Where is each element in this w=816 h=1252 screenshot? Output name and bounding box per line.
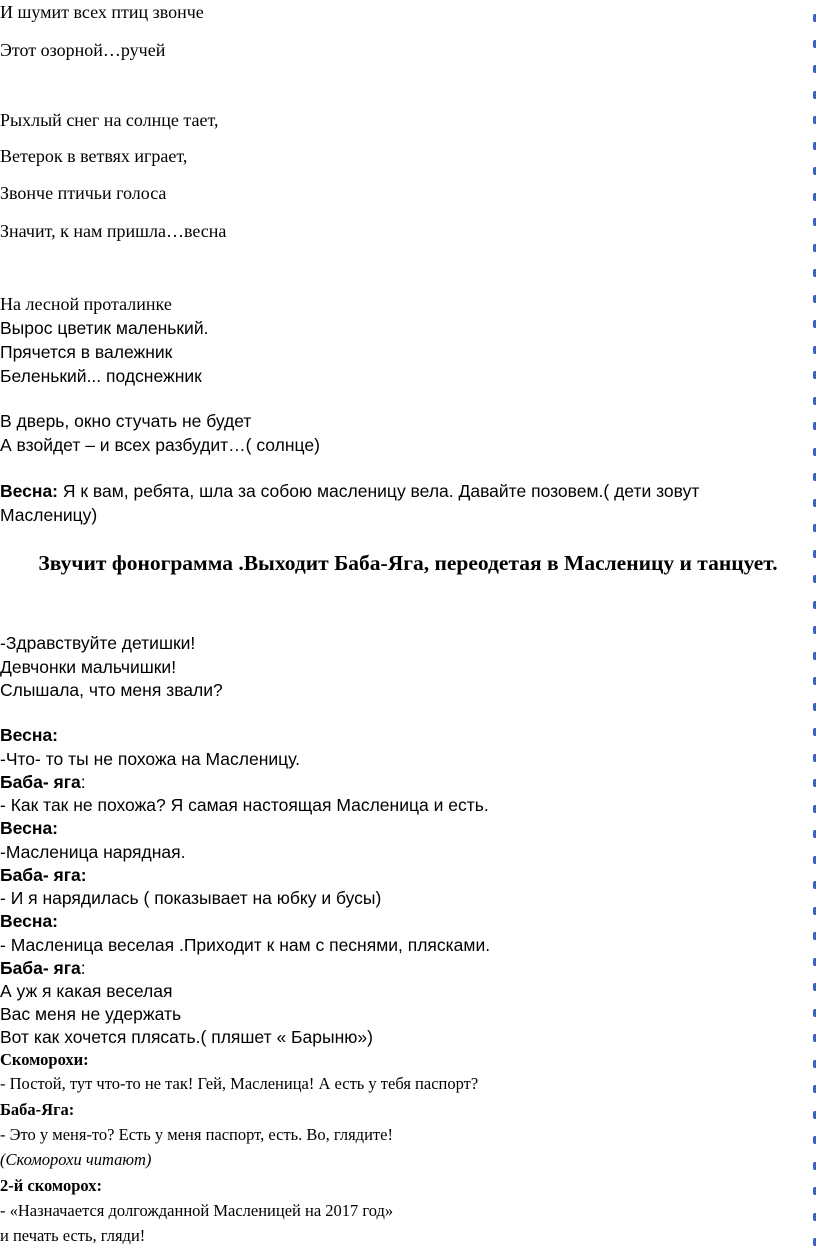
speaker-label (0, 1176, 102, 1196)
greeting-line: -Здравствуйте детишки! (0, 633, 196, 653)
speaker-name: Скоморохи: (0, 1050, 89, 1069)
dialogue-line: Вас меня не удержать (0, 1004, 182, 1024)
poem-line: На лесной проталинке (0, 294, 172, 314)
right-margin-marks (810, 0, 816, 1252)
dialogue-line: -Что- то ты не похожа на Масленицу. (0, 749, 301, 769)
dialogue-line: - И я нарядилась ( показывает на юбку и бусы) (0, 888, 382, 908)
greeting-line: Девчонки мальчишки! (0, 657, 177, 677)
speaker-label (0, 958, 86, 979)
poem-line: Беленький... подснежник (0, 366, 202, 386)
speaker-colon: : (80, 772, 86, 792)
poem-line: В дверь, окно стучать не будет (0, 411, 252, 431)
dialogue-line: - Как так не похожа? Я самая настоящая Масленица и есть. (0, 795, 489, 815)
poem-line: Значит, к нам пришла…весна (0, 221, 227, 241)
speaker-name: 2-й скоморох: (0, 1176, 102, 1195)
speech-text: Я к вам, ребята, шла за собою масленицу вела. Давайте позовем.( дети зовут (58, 481, 700, 501)
stage-heading: Звучит фонограмма .Выходит Баба-Яга, переодетая в Масленицу и танцует. (38, 551, 778, 575)
poem-line: Вырос цветик маленький. (0, 318, 209, 338)
speaker-name: Баба- яга (0, 772, 81, 792)
speaker-name: Баба-Яга: (0, 1100, 75, 1119)
speaker-name: Баба- яга (0, 958, 81, 978)
dialogue-line: и печать есть, гляди! (0, 1226, 146, 1245)
speaker-colon: : (80, 958, 86, 978)
speaker-label (0, 725, 58, 746)
speaker-name: Весна: (0, 725, 59, 745)
speaker-name: Весна: (0, 911, 59, 931)
poem-line: Этот озорной…ручей (0, 40, 166, 60)
speaker-label (0, 911, 58, 932)
dialogue-line: - Это у меня-то? Есть у меня паспорт, есть. Во, глядите! (0, 1125, 393, 1144)
speaker-label: Весна: (0, 481, 59, 501)
poem-line: Ветерок в ветвях играет, (0, 146, 188, 166)
poem-line: Звонче птичьи голоса (0, 183, 167, 203)
speaker-label (0, 865, 87, 886)
speaker-label (0, 818, 58, 839)
speaker-name: Баба- яга: (0, 865, 87, 885)
poem-line: Рыхлый снег на солнце тает, (0, 110, 219, 130)
poem-line: И шумит всех птиц звонче (0, 2, 204, 22)
speaker-label (0, 1050, 89, 1070)
stage-remark-text: (Скоморохи читают) (0, 1150, 152, 1169)
dialogue-line: Вот как хочется плясать.( пляшет « Барыню») (0, 1027, 373, 1047)
dialogue-line: -Масленица нарядная. (0, 842, 186, 862)
stage-remark (0, 1150, 151, 1170)
vesna-intro-continuation: Масленицу) (0, 505, 98, 525)
poem-line: Прячется в валежник (0, 342, 173, 362)
poem-line: А взойдет – и всех разбудит…( солнце) (0, 435, 320, 455)
speaker-label (0, 772, 86, 793)
dialogue-line: - «Назначается долгожданной Масленицей на 2017 год» (0, 1201, 394, 1220)
dialogue-line: А уж я какая веселая (0, 981, 173, 1001)
speaker-name: Весна: (0, 818, 59, 838)
speaker-label (0, 1100, 74, 1120)
greeting-line: Слышала, что меня звали? (0, 680, 223, 700)
vesna-intro-line (0, 481, 699, 502)
dialogue-line: - Постой, тут что-то не так! Гей, Масленица! А есть у тебя паспорт? (0, 1074, 479, 1093)
dialogue-line: - Масленица веселая .Приходит к нам с песнями, плясками. (0, 935, 491, 955)
